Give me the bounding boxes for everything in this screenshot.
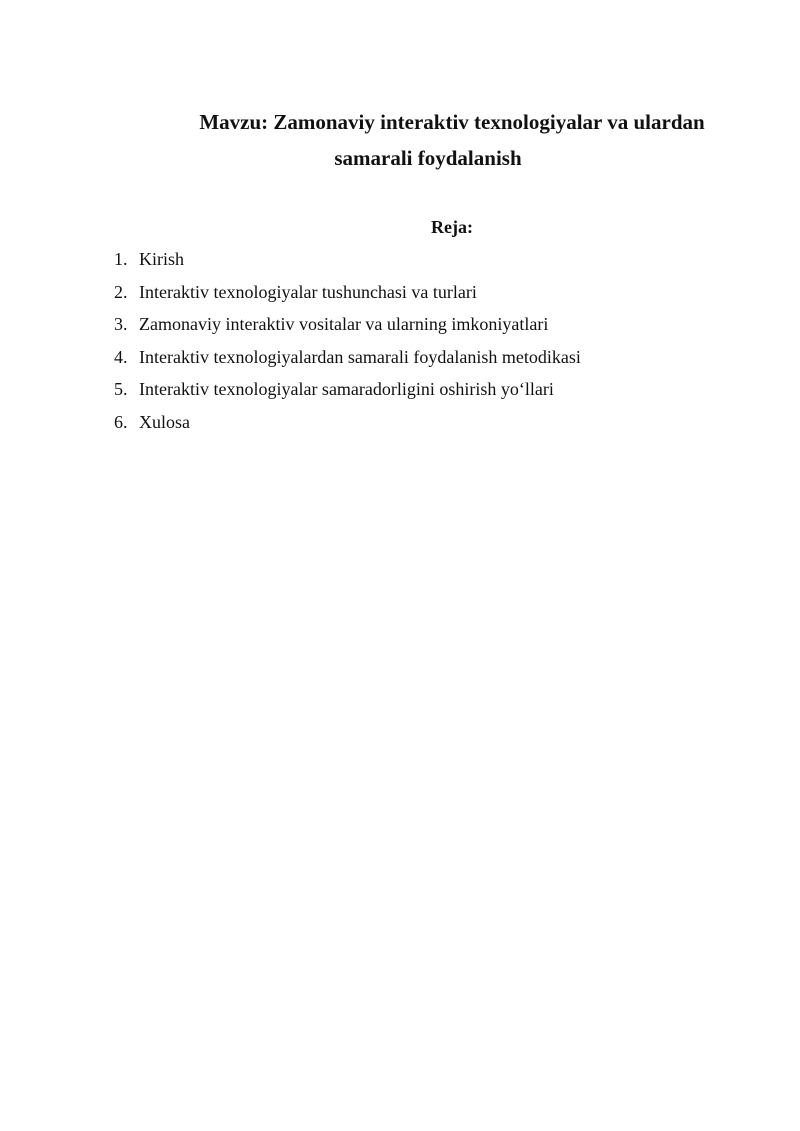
plan-item-6 [114,409,581,442]
document-title-line-1: Mavzu: Zamonaviy interaktiv texnologiyalar va ulardan [199,110,705,134]
plan-item-4 [114,344,581,377]
plan-item-5 [114,376,581,409]
plan-list [114,246,581,441]
plan-item-number: 5. [114,379,128,399]
plan-item-1 [114,246,581,279]
plan-heading: Reja: [431,217,473,237]
plan-item-text: Zamonaviy interaktiv vositalar va ularning imkoniyatlari [139,314,549,334]
plan-item-number: 2. [114,281,128,302]
plan-item-text: Interaktiv texnologiyalar tushunchasi va turlari [139,281,477,302]
plan-item-number: 3. [114,314,128,334]
plan-item-2 [114,279,581,312]
plan-item-number: 4. [114,346,128,367]
plan-item-number: 1. [114,249,128,269]
plan-item-text: Interaktiv texnologiyalardan samarali foydalanish metodikasi [139,346,581,367]
plan-item-number: 6. [114,411,128,432]
document-title-line-2: samarali foydalanish [334,146,522,170]
plan-item-3 [114,311,581,344]
plan-item-text: Kirish [139,249,184,269]
plan-item-text: Interaktiv texnologiyalar samaradorligini oshirish yo‘llari [139,379,554,399]
plan-item-text: Xulosa [139,411,190,432]
